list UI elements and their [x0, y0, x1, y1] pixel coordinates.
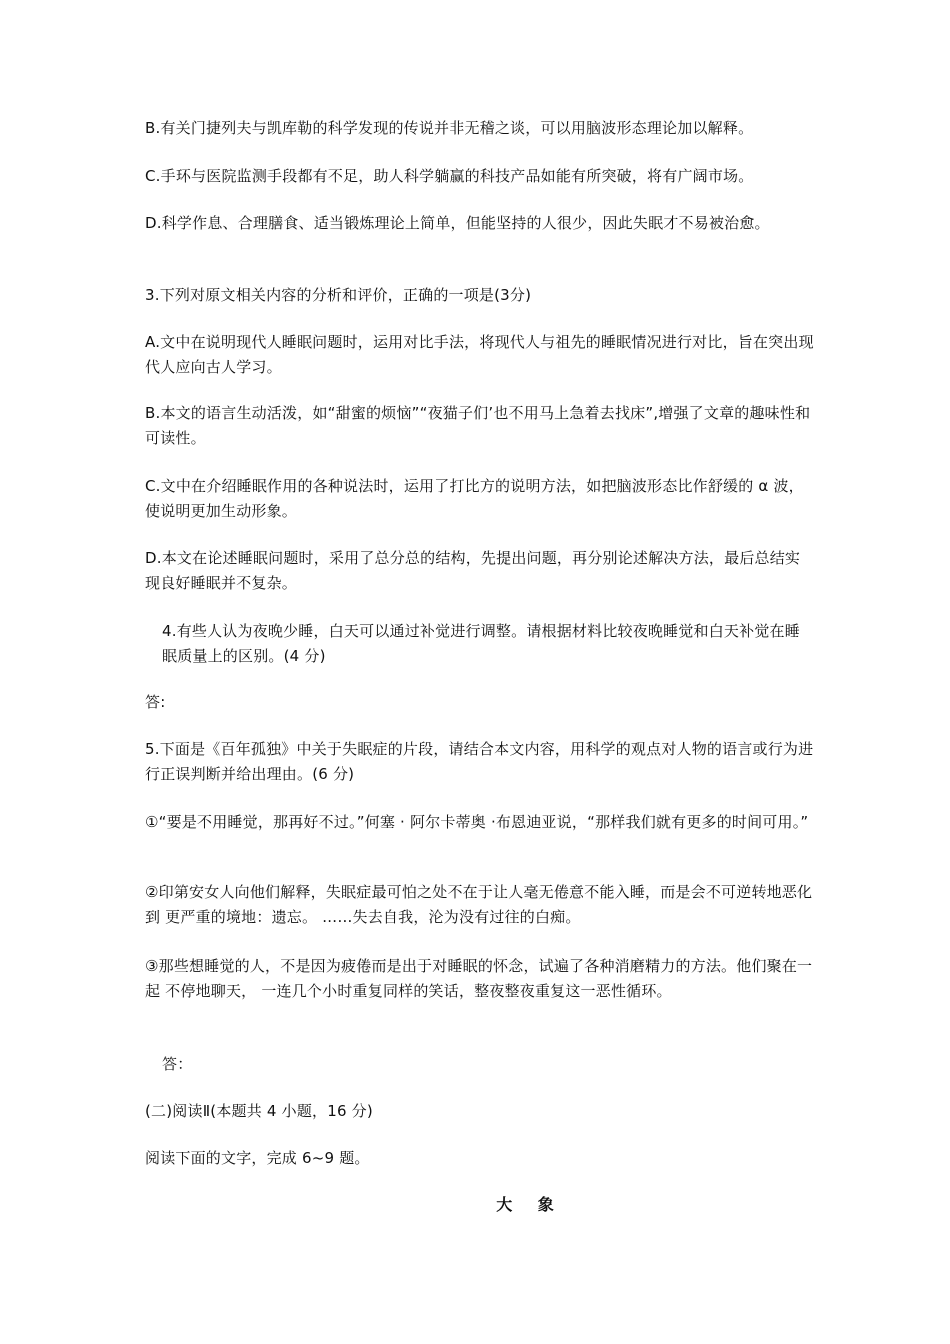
q5-stem: 5.下面是《百年孤独》中关于失眠症的片段，请结合本文内容，用科学的观点对人物的语言或行为进行正误判断并给出理由。(6 分): [145, 740, 814, 783]
q4-stem: 4.有些人认为夜晚少睡，白天可以通过补觉进行调整。请根据材料比较夜晚睡觉和白天补觉在睡眠质量上的区别。(4 分): [162, 622, 800, 665]
q3-stem: 3.下列对原文相关内容的分析和评价，正确的一项是(3分): [145, 286, 532, 304]
section-2-heading: (二)阅读Ⅱ(本题共 4 小题，16 分): [145, 1102, 373, 1120]
q2-option-b: B.有关门捷列夫与凯库勒的科学发现的传说并非无稽之谈，可以用脑波形态理论加以解释。: [145, 119, 754, 137]
q5-excerpt-2: ②印第安女人向他们解释，失眠症最可怕之处不在于让人毫无倦意不能入睡，而是会不可逆转地恶化到 更严重的境地：遗忘。 ……失去自我，沦为没有过往的白痴。: [145, 883, 813, 926]
q3-option-b: B.本文的语言生动活泼，如“甜蜜的烦恼”“夜猫子们’也不用马上急着去找床”,增强了文章的趣味性和可读性。: [145, 404, 811, 447]
q3-option-a: A.文中在说明现代人睡眠问题时，运用对比手法，将现代人与祖先的睡眠情况进行对比，旨在突出现代人应向古人学习。: [145, 333, 814, 376]
q3-option-c: C.文中在介绍睡眠作用的各种说法时，运用了打比方的说明方法，如把脑波形态比作舒缓的 α 波，使说明更加生动形象。: [145, 477, 804, 520]
q3-option-d: D.本文在论述睡眠问题时，采用了总分总的结构，先提出问题，再分别论述解决方法，最后总结实现良好睡眠并不复杂。: [145, 549, 801, 592]
section-2-instruction: 阅读下面的文字，完成 6~9 题。: [145, 1149, 370, 1167]
q5-excerpt-1: ①“要是不用睡觉，那再好不过。”何塞 · 阿尔卡蒂奥 ·布恩迪亚说，“那样我们就有更多的时间可用。”: [145, 813, 809, 831]
q5-excerpt-3: ③那些想睡觉的人，不是因为疲倦而是出于对睡眠的怀念，试遍了各种消磨精力的方法。他们聚在一起 不停地聊天， 一连几个小时重复同样的笑话，整夜整夜重复这一恶性循环。: [145, 957, 813, 1000]
q4-answer-label: 答:: [145, 693, 166, 711]
q2-option-d: D.科学作息、合理膳食、适当锻炼理论上简单，但能坚持的人很少，因此失眠才不易被治愈。: [145, 214, 770, 232]
q5-answer-label: 答：: [162, 1055, 193, 1073]
story-title: 大 象: [496, 1195, 564, 1214]
q2-option-c: C.手环与医院监测手段都有不足，助人科学躺赢的科技产品如能有所突破，将有广阔市场。: [145, 167, 754, 185]
